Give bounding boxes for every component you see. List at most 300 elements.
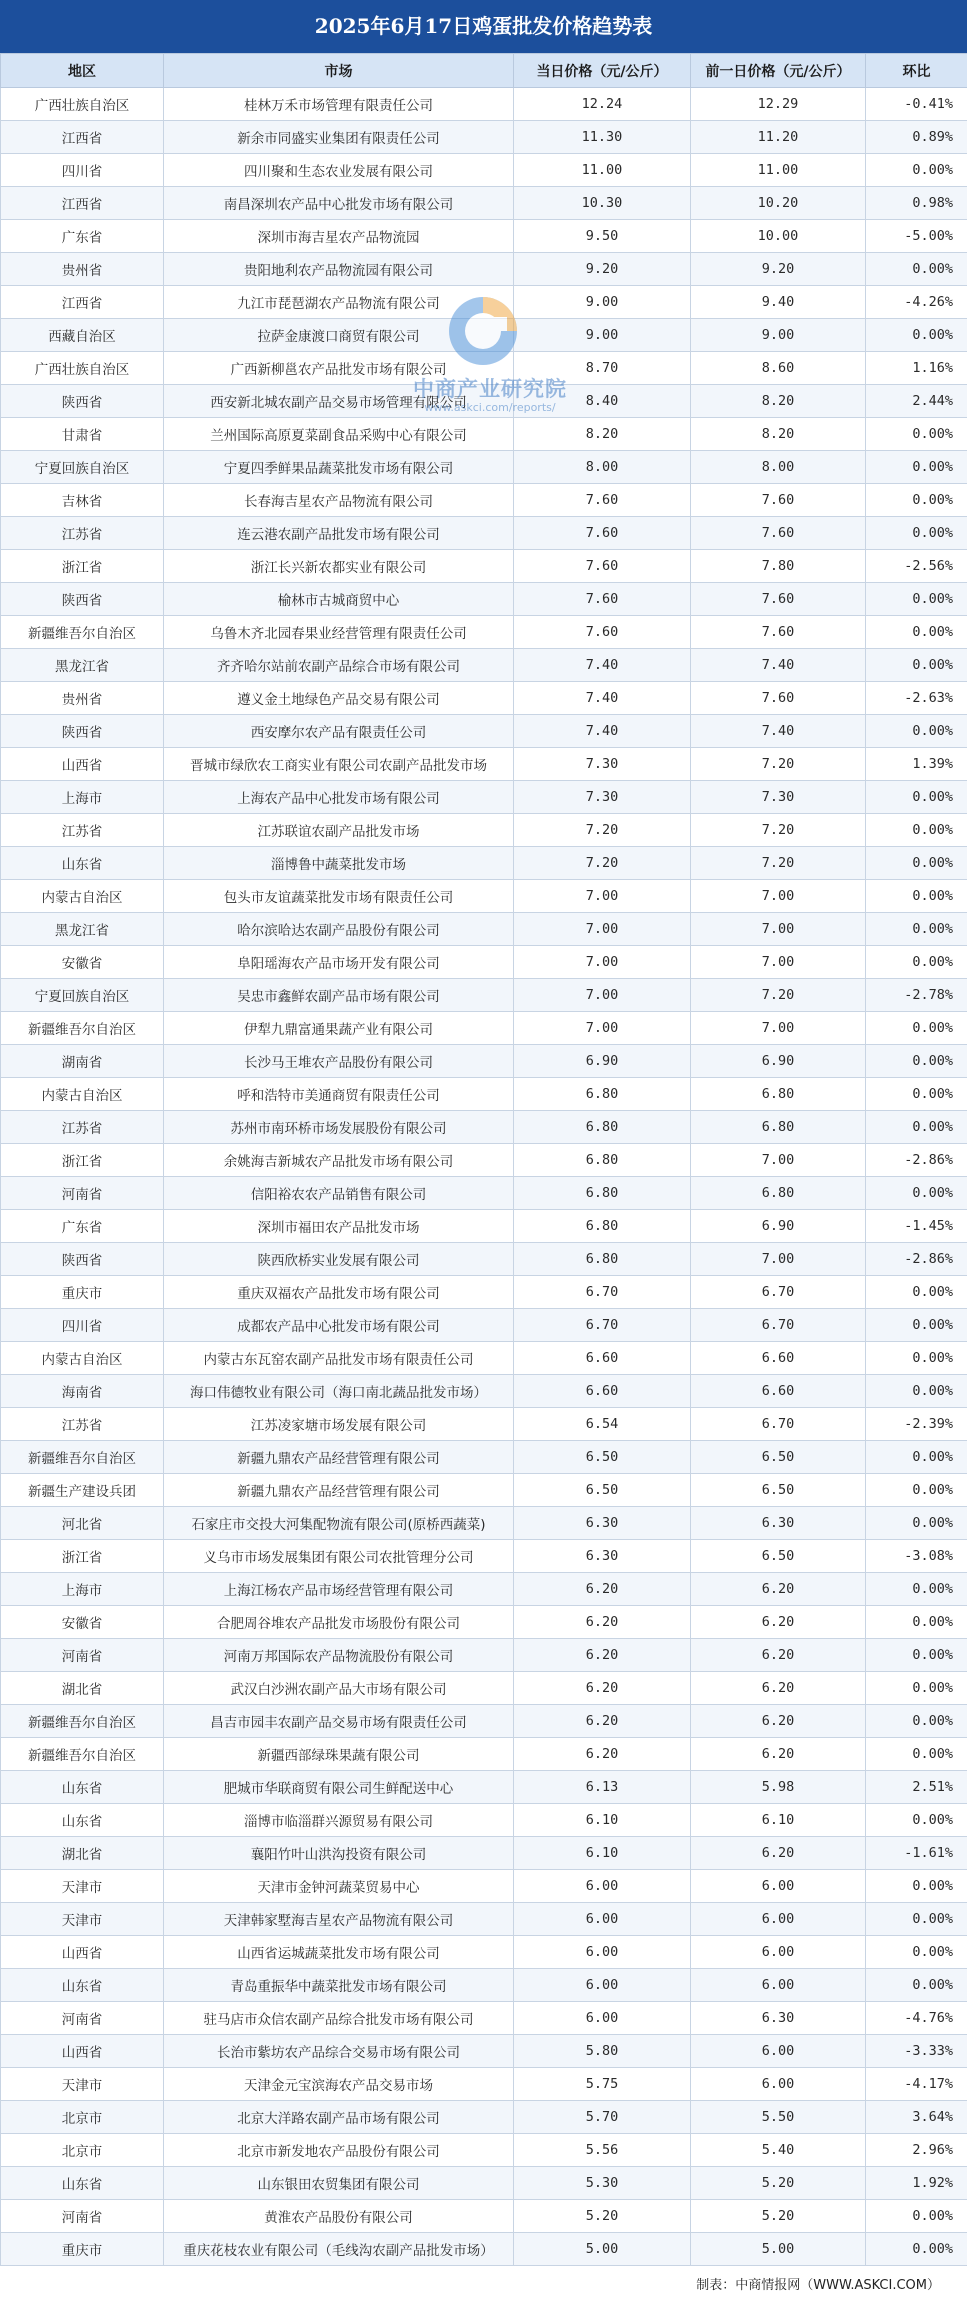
change-cell: -0.41% (866, 88, 967, 121)
table-row (1, 1573, 967, 1606)
market-cell: 山东银田农贸集团有限公司 (164, 2167, 514, 2200)
market-cell: 石家庄市交投大河集配物流有限公司(原桥西蔬菜) (164, 1507, 514, 1540)
prev-price-cell: 7.60 (691, 583, 866, 616)
change-cell: 0.00% (866, 715, 967, 748)
market-cell: 天津韩家墅海吉星农产品物流有限公司 (164, 1903, 514, 1936)
change-cell: -1.45% (866, 1210, 967, 1243)
prev-price-cell: 7.20 (691, 847, 866, 880)
change-cell: 1.16% (866, 352, 967, 385)
market-cell: 新疆九鼎农产品经营管理有限公司 (164, 1441, 514, 1474)
header-prev-price: 前一日价格（元/公斤） (691, 54, 866, 88)
region-cell: 重庆市 (1, 2233, 164, 2266)
market-cell: 新疆九鼎农产品经营管理有限公司 (164, 1474, 514, 1507)
region-cell: 河北省 (1, 1507, 164, 1540)
today-price-cell: 9.00 (514, 319, 691, 352)
region-cell: 天津市 (1, 2068, 164, 2101)
market-cell: 山西省运城蔬菜批发市场有限公司 (164, 1936, 514, 1969)
prev-price-cell: 5.40 (691, 2134, 866, 2167)
table-row (1, 1243, 967, 1276)
region-cell: 新疆维吾尔自治区 (1, 1738, 164, 1771)
region-cell: 甘肃省 (1, 418, 164, 451)
market-cell: 天津金元宝滨海农产品交易市场 (164, 2068, 514, 2101)
change-cell: 0.00% (866, 154, 967, 187)
change-cell: -4.26% (866, 286, 967, 319)
change-cell: -2.86% (866, 1144, 967, 1177)
prev-price-cell: 6.20 (691, 1606, 866, 1639)
table-row (1, 847, 967, 880)
region-cell: 陕西省 (1, 715, 164, 748)
today-price-cell: 6.20 (514, 1639, 691, 1672)
change-cell: 0.00% (866, 2233, 967, 2266)
prev-price-cell: 6.20 (691, 1738, 866, 1771)
prev-price-cell: 6.00 (691, 1903, 866, 1936)
prev-price-cell: 7.00 (691, 913, 866, 946)
prev-price-cell: 7.00 (691, 946, 866, 979)
table-row (1, 1507, 967, 1540)
table-row (1, 2101, 967, 2134)
today-price-cell: 6.70 (514, 1276, 691, 1309)
today-price-cell: 7.60 (514, 484, 691, 517)
prev-price-cell: 6.20 (691, 1639, 866, 1672)
region-cell: 宁夏回族自治区 (1, 979, 164, 1012)
region-cell: 江苏省 (1, 814, 164, 847)
market-cell: 长春海吉星农产品物流有限公司 (164, 484, 514, 517)
today-price-cell: 6.70 (514, 1309, 691, 1342)
table-row (1, 814, 967, 847)
table-body (1, 88, 967, 2266)
region-cell: 北京市 (1, 2134, 164, 2167)
today-price-cell: 6.20 (514, 1672, 691, 1705)
table-row (1, 2134, 967, 2167)
prev-price-cell: 12.29 (691, 88, 866, 121)
today-price-cell: 7.40 (514, 715, 691, 748)
table-row (1, 121, 967, 154)
region-cell: 湖北省 (1, 1672, 164, 1705)
market-cell: 西安新北城农副产品交易市场管理有限公司 (164, 385, 514, 418)
region-cell: 新疆维吾尔自治区 (1, 616, 164, 649)
market-cell: 青岛重振华中蔬菜批发市场有限公司 (164, 1969, 514, 2002)
market-cell: 淄博市临淄群兴源贸易有限公司 (164, 1804, 514, 1837)
table-row (1, 1441, 967, 1474)
change-cell: 2.51% (866, 1771, 967, 1804)
prev-price-cell: 6.00 (691, 1936, 866, 1969)
today-price-cell: 6.80 (514, 1210, 691, 1243)
today-price-cell: 7.00 (514, 913, 691, 946)
today-price-cell: 7.60 (514, 517, 691, 550)
region-cell: 重庆市 (1, 1276, 164, 1309)
today-price-cell: 6.20 (514, 1606, 691, 1639)
prev-price-cell: 6.60 (691, 1375, 866, 1408)
change-cell: 2.44% (866, 385, 967, 418)
change-cell: -2.78% (866, 979, 967, 1012)
market-cell: 广西新柳邕农产品批发市场有限公司 (164, 352, 514, 385)
market-cell: 江苏联谊农副产品批发市场 (164, 814, 514, 847)
today-price-cell: 7.00 (514, 1012, 691, 1045)
prev-price-cell: 7.40 (691, 715, 866, 748)
table-row (1, 649, 967, 682)
market-cell: 长治市紫坊农产品综合交易市场有限公司 (164, 2035, 514, 2068)
today-price-cell: 6.60 (514, 1375, 691, 1408)
market-cell: 兰州国际高原夏菜副食品采购中心有限公司 (164, 418, 514, 451)
change-cell: 0.00% (866, 1969, 967, 2002)
region-cell: 四川省 (1, 1309, 164, 1342)
change-cell: 0.00% (866, 1606, 967, 1639)
today-price-cell: 5.80 (514, 2035, 691, 2068)
market-cell: 宁夏四季鲜果品蔬菜批发市场有限公司 (164, 451, 514, 484)
region-cell: 西藏自治区 (1, 319, 164, 352)
change-cell: 0.00% (866, 1177, 967, 1210)
market-cell: 深圳市海吉星农产品物流园 (164, 220, 514, 253)
today-price-cell: 7.00 (514, 946, 691, 979)
today-price-cell: 8.70 (514, 352, 691, 385)
table-row (1, 517, 967, 550)
change-cell: 1.39% (866, 748, 967, 781)
region-cell: 江西省 (1, 286, 164, 319)
prev-price-cell: 7.60 (691, 616, 866, 649)
today-price-cell: 9.20 (514, 253, 691, 286)
region-cell: 广东省 (1, 220, 164, 253)
watermark-url: www.askci.com/reports/ (424, 401, 556, 414)
table-row (1, 1210, 967, 1243)
table-row (1, 781, 967, 814)
prev-price-cell: 11.00 (691, 154, 866, 187)
region-cell: 内蒙古自治区 (1, 1078, 164, 1111)
region-cell: 湖北省 (1, 1837, 164, 1870)
today-price-cell: 6.20 (514, 1738, 691, 1771)
prev-price-cell: 7.30 (691, 781, 866, 814)
region-cell: 江西省 (1, 121, 164, 154)
change-cell: 3.64% (866, 2101, 967, 2134)
prev-price-cell: 6.60 (691, 1342, 866, 1375)
region-cell: 山东省 (1, 2167, 164, 2200)
table-row (1, 1738, 967, 1771)
prev-price-cell: 6.20 (691, 1672, 866, 1705)
change-cell: 0.00% (866, 484, 967, 517)
prev-price-cell: 7.60 (691, 517, 866, 550)
table-row (1, 1936, 967, 1969)
today-price-cell: 6.80 (514, 1243, 691, 1276)
today-price-cell: 7.60 (514, 583, 691, 616)
today-price-cell: 6.90 (514, 1045, 691, 1078)
prev-price-cell: 7.60 (691, 484, 866, 517)
change-cell: 0.00% (866, 1045, 967, 1078)
table-row (1, 1969, 967, 2002)
change-cell: -2.56% (866, 550, 967, 583)
prev-price-cell: 7.40 (691, 649, 866, 682)
table-row (1, 1045, 967, 1078)
region-cell: 吉林省 (1, 484, 164, 517)
table-row (1, 1375, 967, 1408)
market-cell: 遵义金土地绿色产品交易有限公司 (164, 682, 514, 715)
change-cell: 0.00% (866, 1342, 967, 1375)
region-cell: 天津市 (1, 1870, 164, 1903)
change-cell: 0.00% (866, 418, 967, 451)
table-row (1, 880, 967, 913)
prev-price-cell: 7.00 (691, 1243, 866, 1276)
prev-price-cell: 5.50 (691, 2101, 866, 2134)
change-cell: 0.00% (866, 781, 967, 814)
region-cell: 新疆维吾尔自治区 (1, 1012, 164, 1045)
table-row (1, 979, 967, 1012)
region-cell: 河南省 (1, 2002, 164, 2035)
table-row (1, 616, 967, 649)
market-cell: 重庆双福农产品批发市场有限公司 (164, 1276, 514, 1309)
market-cell: 哈尔滨哈达农副产品股份有限公司 (164, 913, 514, 946)
table-row (1, 1276, 967, 1309)
today-price-cell: 6.00 (514, 1903, 691, 1936)
today-price-cell: 11.30 (514, 121, 691, 154)
prev-price-cell: 6.70 (691, 1408, 866, 1441)
region-cell: 陕西省 (1, 583, 164, 616)
prev-price-cell: 6.50 (691, 1540, 866, 1573)
today-price-cell: 5.20 (514, 2200, 691, 2233)
region-cell: 浙江省 (1, 1540, 164, 1573)
change-cell: 0.00% (866, 1111, 967, 1144)
prev-price-cell: 6.20 (691, 1705, 866, 1738)
prev-price-cell: 6.20 (691, 1837, 866, 1870)
today-price-cell: 7.60 (514, 550, 691, 583)
region-cell: 江苏省 (1, 517, 164, 550)
change-cell: 0.98% (866, 187, 967, 220)
today-price-cell: 7.20 (514, 814, 691, 847)
market-cell: 浙江长兴新农都实业有限公司 (164, 550, 514, 583)
change-cell: 0.00% (866, 946, 967, 979)
change-cell: 0.00% (866, 1012, 967, 1045)
change-cell: 0.00% (866, 616, 967, 649)
region-cell: 山西省 (1, 2035, 164, 2068)
table-row (1, 2200, 967, 2233)
prev-price-cell: 7.20 (691, 979, 866, 1012)
change-cell: 1.92% (866, 2167, 967, 2200)
change-cell: 0.00% (866, 1573, 967, 1606)
prev-price-cell: 6.30 (691, 1507, 866, 1540)
table-row (1, 1012, 967, 1045)
market-cell: 义乌市市场发展集团有限公司农批管理分公司 (164, 1540, 514, 1573)
today-price-cell: 6.20 (514, 1705, 691, 1738)
table-row (1, 1771, 967, 1804)
today-price-cell: 7.60 (514, 616, 691, 649)
market-cell: 深圳市福田农产品批发市场 (164, 1210, 514, 1243)
prev-price-cell: 6.80 (691, 1111, 866, 1144)
change-cell: 0.00% (866, 1375, 967, 1408)
today-price-cell: 7.20 (514, 847, 691, 880)
table-row (1, 2002, 967, 2035)
region-cell: 广西壮族自治区 (1, 88, 164, 121)
market-cell: 信阳裕农农产品销售有限公司 (164, 1177, 514, 1210)
today-price-cell: 9.50 (514, 220, 691, 253)
change-cell: 0.00% (866, 649, 967, 682)
prev-price-cell: 7.00 (691, 1144, 866, 1177)
prev-price-cell: 6.70 (691, 1276, 866, 1309)
table-row (1, 286, 967, 319)
prev-price-cell: 8.20 (691, 385, 866, 418)
market-cell: 贵阳地利农产品物流园有限公司 (164, 253, 514, 286)
change-cell: 0.00% (866, 1672, 967, 1705)
region-cell: 黑龙江省 (1, 649, 164, 682)
today-price-cell: 7.00 (514, 979, 691, 1012)
market-cell: 连云港农副产品批发市场有限公司 (164, 517, 514, 550)
region-cell: 河南省 (1, 1177, 164, 1210)
change-cell: 0.00% (866, 1507, 967, 1540)
change-cell: -2.63% (866, 682, 967, 715)
change-cell: 0.00% (866, 847, 967, 880)
market-cell: 四川聚和生态农业发展有限公司 (164, 154, 514, 187)
today-price-cell: 10.30 (514, 187, 691, 220)
region-cell: 上海市 (1, 781, 164, 814)
prev-price-cell: 7.00 (691, 880, 866, 913)
region-cell: 内蒙古自治区 (1, 880, 164, 913)
table-row (1, 1474, 967, 1507)
market-cell: 重庆花枝农业有限公司（毛线沟农副产品批发市场） (164, 2233, 514, 2266)
change-cell: -4.17% (866, 2068, 967, 2101)
market-cell: 桂林万禾市场管理有限责任公司 (164, 88, 514, 121)
change-cell: -2.86% (866, 1243, 967, 1276)
market-cell: 新疆西部绿珠果蔬有限公司 (164, 1738, 514, 1771)
market-cell: 乌鲁木齐北园春果业经营管理有限责任公司 (164, 616, 514, 649)
change-cell: 0.00% (866, 1870, 967, 1903)
today-price-cell: 7.40 (514, 682, 691, 715)
region-cell: 四川省 (1, 154, 164, 187)
today-price-cell: 6.54 (514, 1408, 691, 1441)
prev-price-cell: 6.80 (691, 1177, 866, 1210)
today-price-cell: 6.00 (514, 1969, 691, 2002)
prev-price-cell: 8.00 (691, 451, 866, 484)
region-cell: 安徽省 (1, 1606, 164, 1639)
table-row (1, 1870, 967, 1903)
table-row (1, 352, 967, 385)
today-price-cell: 8.40 (514, 385, 691, 418)
today-price-cell: 7.30 (514, 781, 691, 814)
prev-price-cell: 7.00 (691, 1012, 866, 1045)
today-price-cell: 7.40 (514, 649, 691, 682)
market-cell: 长沙马王堆农产品股份有限公司 (164, 1045, 514, 1078)
market-cell: 阜阳瑶海农产品市场开发有限公司 (164, 946, 514, 979)
region-cell: 山东省 (1, 1771, 164, 1804)
today-price-cell: 5.70 (514, 2101, 691, 2134)
market-cell: 海口伟德牧业有限公司（海口南北蔬品批发市场） (164, 1375, 514, 1408)
region-cell: 内蒙古自治区 (1, 1342, 164, 1375)
region-cell: 山西省 (1, 748, 164, 781)
region-cell: 河南省 (1, 2200, 164, 2233)
market-cell: 武汉白沙洲农副产品大市场有限公司 (164, 1672, 514, 1705)
market-cell: 呼和浩特市美通商贸有限责任公司 (164, 1078, 514, 1111)
prev-price-cell: 5.20 (691, 2167, 866, 2200)
change-cell: 0.00% (866, 1705, 967, 1738)
price-table (0, 53, 967, 2266)
market-cell: 西安摩尔农产品有限责任公司 (164, 715, 514, 748)
change-cell: 0.00% (866, 814, 967, 847)
prev-price-cell: 9.20 (691, 253, 866, 286)
market-cell: 榆林市古城商贸中心 (164, 583, 514, 616)
market-cell: 上海江杨农产品市场经营管理有限公司 (164, 1573, 514, 1606)
market-cell: 内蒙古东瓦窑农副产品批发市场有限责任公司 (164, 1342, 514, 1375)
table-row (1, 319, 967, 352)
prev-price-cell: 6.30 (691, 2002, 866, 2035)
change-cell: 0.00% (866, 880, 967, 913)
prev-price-cell: 6.70 (691, 1309, 866, 1342)
region-cell: 江西省 (1, 187, 164, 220)
prev-price-cell: 5.20 (691, 2200, 866, 2233)
today-price-cell: 7.30 (514, 748, 691, 781)
table-row (1, 1408, 967, 1441)
table-row (1, 2233, 967, 2266)
table-row (1, 88, 967, 121)
change-cell: 0.00% (866, 1804, 967, 1837)
today-price-cell: 6.80 (514, 1078, 691, 1111)
market-cell: 合肥周谷堆农产品批发市场股份有限公司 (164, 1606, 514, 1639)
today-price-cell: 6.20 (514, 1573, 691, 1606)
table-row (1, 682, 967, 715)
change-cell: 0.00% (866, 517, 967, 550)
table-row (1, 253, 967, 286)
change-cell: 0.00% (866, 1474, 967, 1507)
today-price-cell: 6.80 (514, 1177, 691, 1210)
table-row (1, 1606, 967, 1639)
region-cell: 河南省 (1, 1639, 164, 1672)
market-cell: 齐齐哈尔站前农副产品综合市场有限公司 (164, 649, 514, 682)
change-cell: -4.76% (866, 2002, 967, 2035)
header-row (1, 54, 967, 88)
change-cell: 0.00% (866, 1441, 967, 1474)
today-price-cell: 5.30 (514, 2167, 691, 2200)
prev-price-cell: 7.60 (691, 682, 866, 715)
today-price-cell: 6.13 (514, 1771, 691, 1804)
region-cell: 天津市 (1, 1903, 164, 1936)
today-price-cell: 6.80 (514, 1144, 691, 1177)
prev-price-cell: 6.50 (691, 1441, 866, 1474)
today-price-cell: 6.30 (514, 1540, 691, 1573)
today-price-cell: 6.50 (514, 1441, 691, 1474)
prev-price-cell: 9.00 (691, 319, 866, 352)
market-cell: 江苏凌家塘市场发展有限公司 (164, 1408, 514, 1441)
table-row (1, 1309, 967, 1342)
region-cell: 广东省 (1, 1210, 164, 1243)
today-price-cell: 11.00 (514, 154, 691, 187)
prev-price-cell: 11.20 (691, 121, 866, 154)
market-cell: 天津市金钟河蔬菜贸易中心 (164, 1870, 514, 1903)
table-row (1, 1903, 967, 1936)
today-price-cell: 6.10 (514, 1837, 691, 1870)
prev-price-cell: 7.20 (691, 814, 866, 847)
header-market: 市场 (164, 54, 514, 88)
today-price-cell: 8.20 (514, 418, 691, 451)
table-row (1, 1342, 967, 1375)
today-price-cell: 6.80 (514, 1111, 691, 1144)
table-row (1, 583, 967, 616)
change-cell: 0.00% (866, 2200, 967, 2233)
prev-price-cell: 6.00 (691, 1969, 866, 2002)
table-row (1, 1705, 967, 1738)
market-cell: 淄博鲁中蔬菜批发市场 (164, 847, 514, 880)
table-row (1, 451, 967, 484)
change-cell: 0.00% (866, 253, 967, 286)
change-cell: 0.00% (866, 1903, 967, 1936)
table-row (1, 748, 967, 781)
change-cell: 0.00% (866, 1639, 967, 1672)
market-cell: 河南万邦国际农产品物流股份有限公司 (164, 1639, 514, 1672)
today-price-cell: 12.24 (514, 88, 691, 121)
change-cell: 0.00% (866, 1309, 967, 1342)
table-row (1, 2035, 967, 2068)
market-cell: 昌吉市园丰农副产品交易市场有限责任公司 (164, 1705, 514, 1738)
footer-source: 制表：中商情报网（WWW.ASKCI.COM） (696, 2278, 940, 2293)
region-cell: 浙江省 (1, 550, 164, 583)
region-cell: 贵州省 (1, 682, 164, 715)
today-price-cell: 5.00 (514, 2233, 691, 2266)
change-cell: -3.08% (866, 1540, 967, 1573)
market-cell: 包头市友谊蔬菜批发市场有限责任公司 (164, 880, 514, 913)
prev-price-cell: 6.00 (691, 1870, 866, 1903)
